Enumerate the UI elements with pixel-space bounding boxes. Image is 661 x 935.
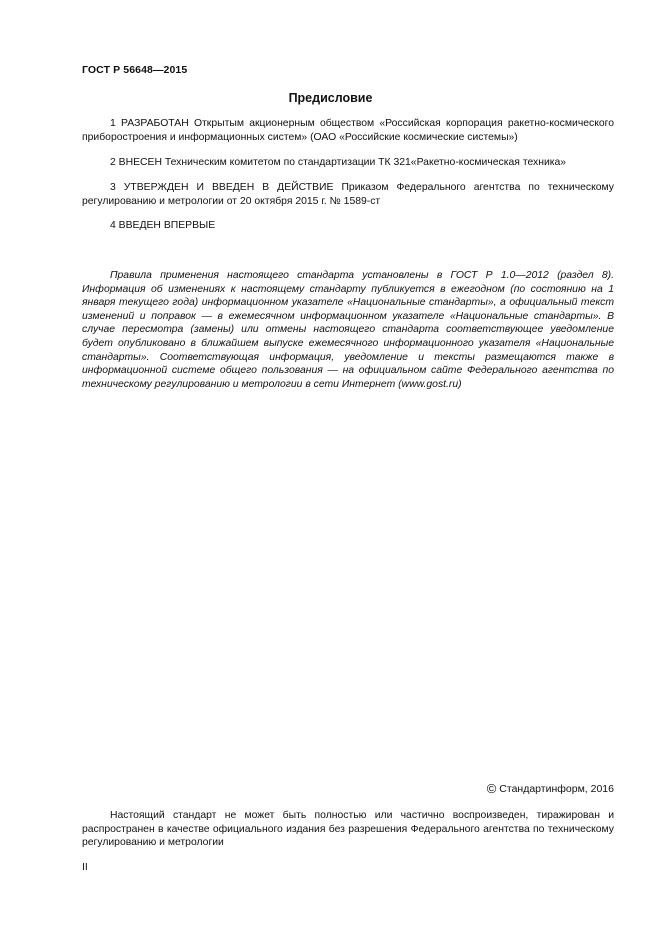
copyright-line	[487, 781, 614, 796]
preface-title: Предисловие	[288, 91, 373, 105]
copyright-text: Стандартинформ, 2016	[499, 783, 614, 795]
standard-code: ГОСТ Р 56648—2015	[82, 64, 188, 76]
page-number: II	[82, 861, 88, 873]
application-rules-notice: Правила применения настоящего стандарта установлены в ГОСТ Р 1.0—2012 (раздел 8). Информация об изменениях к настоящему стандарту публикуется в ежегодном (по состоянию на 1 января текущего года) информационном указателе «Национальные стандарты», а официальный текст изменений и поправок — в ежемесячном информационном указателе «Национальные стандарты». В случае пересмотра (замены) или отмены настоящего стандарта соответствующее уведомление будет опубликовано в ближайшем выпуске ежемесячного информационного указателя «Национальные стандарты». Соответствующая информация, уведомление и тексты размещаются также в информационной системе общего пользования — на официальном сайте Федерального агентства по техническому регулированию и метрологии в сети Интернет (www.gost.ru)	[82, 270, 614, 390]
preface-item-submitted: 2 ВНЕСЕН Техническим комитетом по стандартизации ТК 321«Ракетно-космическая техника»	[110, 157, 567, 168]
preface-item-approved: 3 УТВЕРЖДЕН И ВВЕДЕН В ДЕЙСТВИЕ Приказом Федерального агентства по техническому регулированию и метрологии от 20 октября 2015 г. № 1589-ст	[82, 182, 614, 207]
copyright-icon: ©	[486, 781, 497, 796]
preface-item-first-introduced: 4 ВВЕДЕН ВПЕРВЫЕ	[110, 220, 216, 231]
preface-item-developed: 1 РАЗРАБОТАН Открытым акционерным обществом «Российская корпорация ракетно-космического приборостроения и информационных систем» (ОАО «Российские космические системы»)	[82, 118, 614, 143]
reproduction-notice: Настоящий стандарт не может быть полностью или частично воспроизведен, тиражирован и распространен в качестве официального издания без разрешения Федерального агентства по техническому регулированию и метрологии	[82, 810, 614, 849]
